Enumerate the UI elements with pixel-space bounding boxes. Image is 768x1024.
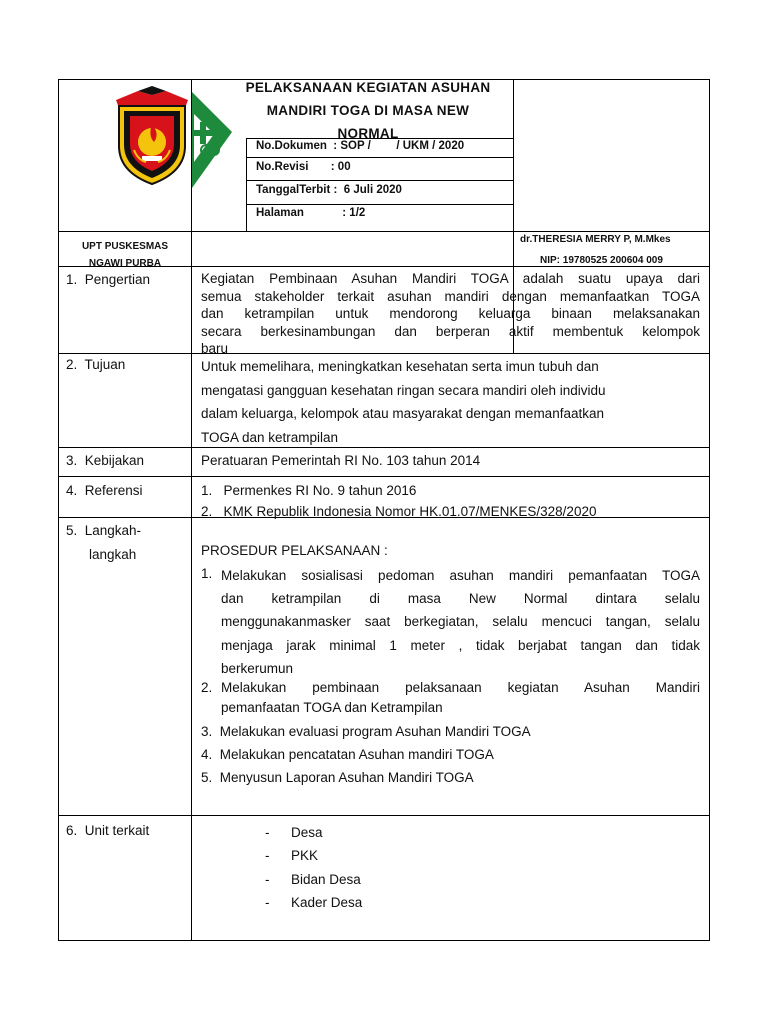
header-bottom-line xyxy=(58,231,710,232)
list-item: - PKK xyxy=(265,848,319,864)
org-line-1: UPT PUSKESMAS xyxy=(81,241,169,252)
signer-block xyxy=(518,234,706,266)
list-item: - Kader Desa xyxy=(265,894,363,910)
table-border-bottom xyxy=(58,940,710,941)
meta-left-divider xyxy=(246,138,247,231)
step-4: 4. Melakukan pencatatan Asuhan mandiri TOGA xyxy=(201,747,494,762)
meta-row-line-4 xyxy=(246,204,514,205)
referensi-item-1: 1. Permenkes RI No. 9 tahun 2016 xyxy=(201,483,417,498)
table-border-right xyxy=(709,79,710,941)
title-line-2: MANDIRI TOGA DI MASA NEW xyxy=(266,103,470,118)
no-revisi: No.Revisi : 00 xyxy=(256,161,351,173)
regional-crest-logo xyxy=(112,86,192,186)
step-1-text xyxy=(221,564,700,680)
row-line-unit xyxy=(58,815,710,816)
pengertian-line-5: baru xyxy=(201,341,229,356)
label-unit-terkait: 6. Unit terkait xyxy=(66,823,150,838)
list-item: - Desa xyxy=(265,825,323,840)
unit-list xyxy=(265,821,362,914)
tujuan-line-2: mengatasi gangguan kesehatan ringan secara mandiri oleh individu xyxy=(201,382,606,398)
org-line-2: NGAWI PURBA xyxy=(88,258,162,269)
meta-row-line-3 xyxy=(246,180,514,181)
signer-nip: NIP: 19780525 200604 009 xyxy=(540,255,663,266)
step-5: 5. Menyusun Laporan Asuhan Mandiri TOGA xyxy=(201,770,474,785)
pengertian-line-2: semua stakeholder terkait asuhan mandiri dengan memanfaatkan TOGA xyxy=(201,288,700,304)
step-1-number: 1. xyxy=(201,566,213,581)
title-line-3: NORMAL xyxy=(337,126,399,141)
unit-item-2: PKK xyxy=(291,848,319,864)
signer-name: dr.THERESIA MERRY P, M.Mkes xyxy=(520,234,671,245)
label-langkah-line-1: 5. Langkah- xyxy=(66,523,142,538)
title-line-1: PELAKSANAAN KEGIATAN ASUHAN xyxy=(245,80,491,95)
unit-item-4: Kader Desa xyxy=(291,894,363,910)
tujuan-line-3: dalam keluarga, kelompok atau masyarakat dengan memanfaatkan xyxy=(201,406,604,421)
label-langkah-line-2: langkah xyxy=(89,547,137,562)
document-title xyxy=(222,76,514,145)
no-dokumen: No.Dokumen : SOP / / UKM / 2020 xyxy=(256,140,465,152)
referensi-item-2: 2. KMK Republik Indonesia Nomor HK.01.07/MENKES/328/2020 xyxy=(201,504,597,519)
step-1-line-4: menjaga jarak minimal 1 meter , tidak berjabat tangan dan tidak xyxy=(221,637,700,653)
label-langkah xyxy=(66,519,141,567)
step-1-line-3: menggunakanmasker saat berkegiatan, selalu mencuci tangan, selalu xyxy=(221,614,700,630)
step-2-number: 2. xyxy=(201,680,213,695)
tujuan-line-1: Untuk memelihara, meningkatkan kesehatan serta imun tubuh dan xyxy=(201,359,599,374)
tujuan-line-4: TOGA dan ketrampilan xyxy=(201,429,339,445)
label-referensi: 4. Referensi xyxy=(66,483,143,498)
pengertian-line-3: dan ketrampilan untuk mendorong keluarga binaan melaksanakan xyxy=(201,306,700,321)
label-tujuan: 2. Tujuan xyxy=(66,357,126,372)
step-1-line-1: Melakukan sosialisasi pedoman asuhan mandiri pemanfaatan TOGA xyxy=(221,568,700,583)
list-item: - Bidan Desa xyxy=(265,871,361,887)
step-2-text xyxy=(221,678,700,718)
step-1-line-5: berkerumun xyxy=(221,660,294,676)
step-3: 3. Melakukan evaluasi program Asuhan Mandiri TOGA xyxy=(201,724,531,739)
pengertian-text xyxy=(201,270,700,358)
table-border-left xyxy=(58,79,59,941)
pengertian-line-4: secara berkesinambungan dan berperan aktif membentuk kelompok xyxy=(201,323,700,339)
label-pengertian: 1. Pengertian xyxy=(66,272,151,287)
kebijakan-text: Peratuaran Pemerintah RI No. 103 tahun 2014 xyxy=(201,453,481,468)
step-2-line-1: Melakukan pembinaan pelaksanaan kegiatan Asuhan Mandiri xyxy=(221,680,700,695)
tujuan-text xyxy=(201,355,700,449)
unit-item-1: Desa xyxy=(291,825,323,840)
halaman: Halaman : 1/2 xyxy=(256,207,366,219)
row-line-referensi xyxy=(58,476,710,477)
label-kebijakan: 3. Kebijakan xyxy=(66,453,145,468)
meta-row-line-2 xyxy=(246,157,514,158)
prosedur-heading: PROSEDUR PELAKSANAAN : xyxy=(201,543,388,558)
unit-item-3: Bidan Desa xyxy=(291,871,361,887)
pengertian-line-1: Kegiatan Pembinaan Asuhan Mandiri TOGA adalah suatu upaya dari xyxy=(201,271,700,286)
tanggal-terbit: TanggalTerbit : 6 Juli 2020 xyxy=(256,184,402,196)
organization-name xyxy=(62,238,188,272)
step-1-line-2: dan ketrampilan di masa New Normal dintara selalu xyxy=(221,591,700,607)
column-divider xyxy=(191,79,192,941)
step-2-line-2: pemanfaatan TOGA dan Ketrampilan xyxy=(221,700,443,715)
